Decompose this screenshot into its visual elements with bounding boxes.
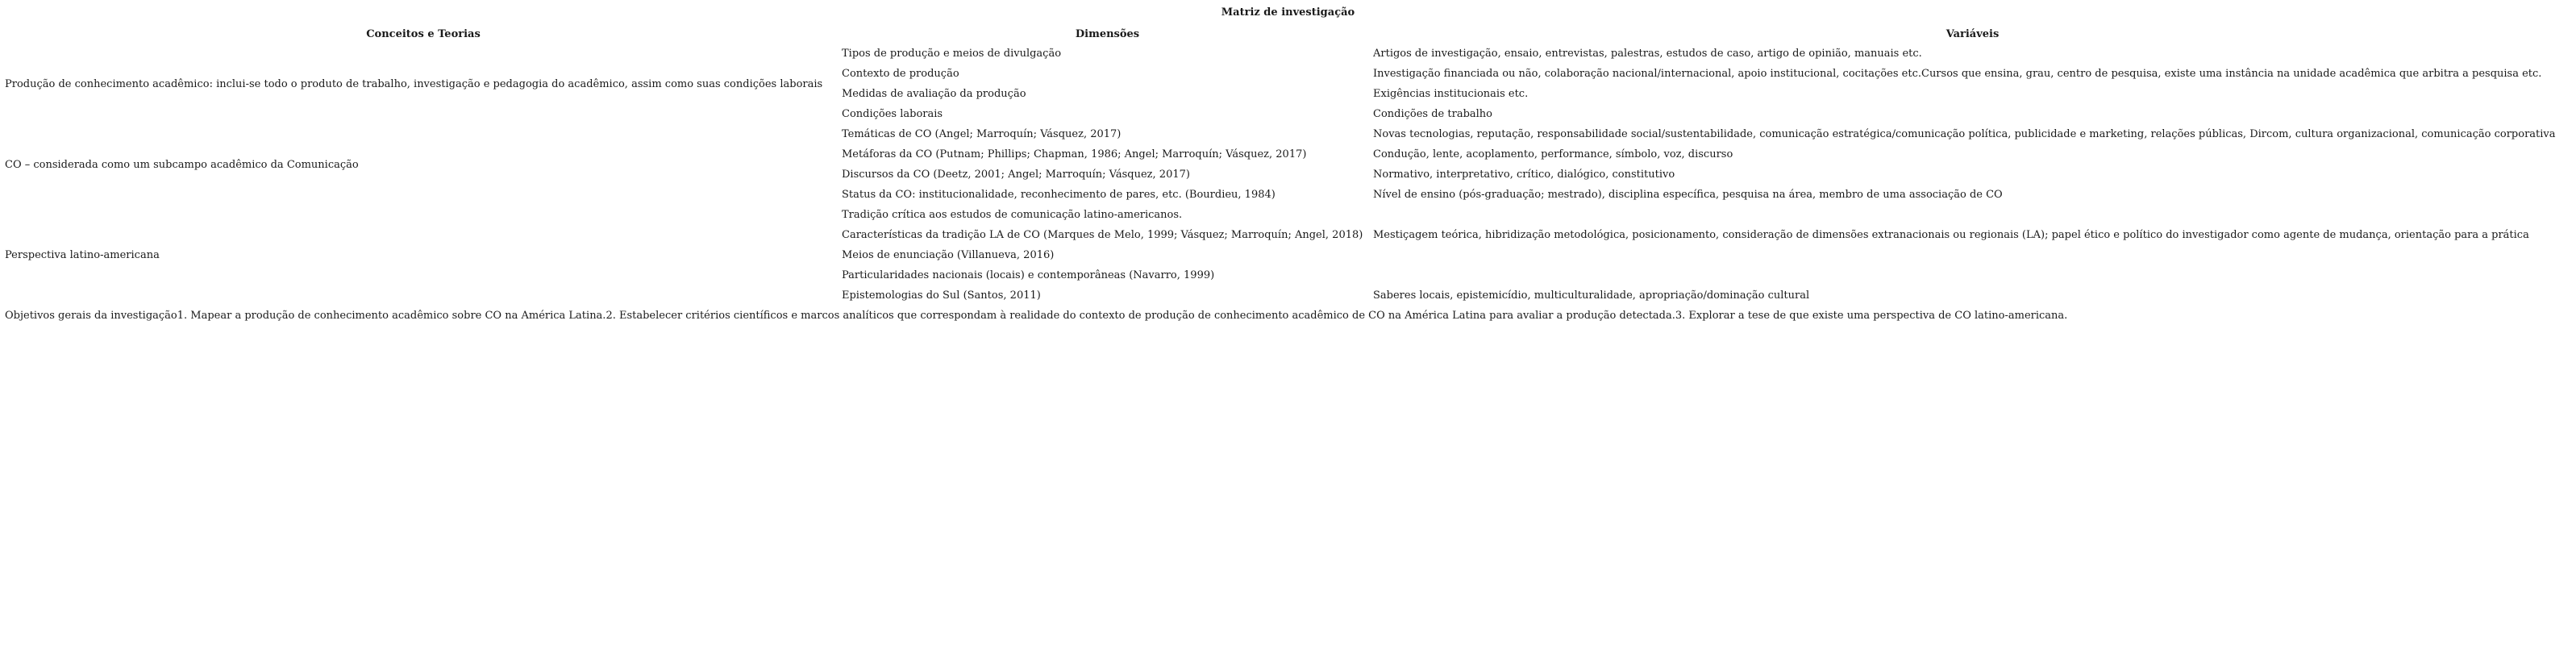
concept-cell: Produção de conhecimento acadêmico: inclui-se todo o produto de trabalho, investigação e pedagogia do acadêmico, assim como suas condições laborais: [5, 77, 823, 90]
dimension-cell: Contexto de produção: [842, 68, 959, 80]
dimension-cell: Discursos da CO (Deetz, 2001; Angel; Marroquín; Vásquez, 2017): [842, 169, 1190, 181]
concept-cell: Perspectiva latino-americana: [5, 249, 160, 261]
table-header-row: [5, 25, 2572, 44]
variable-cell: [1373, 245, 2572, 265]
header-dimensions: Dimensões: [1075, 28, 1140, 40]
dimension-cell: Meios de enunciação (Villanueva, 2016): [842, 249, 1055, 261]
variable-cell: Condições de trabalho: [1373, 108, 1492, 120]
dimension-cell: Epistemologias do Sul (Santos, 2011): [842, 289, 1041, 302]
research-matrix-table: [5, 25, 2572, 326]
variable-cell: Investigação financiada ou não, colaboração nacional/internacional, apoio institucional, cocitações etc.Cursos que ensina, grau, centro de pesquisa, existe uma instância na unidade acadêmica que arbitra a pesquisa etc.: [1373, 68, 2542, 80]
dimension-cell: Medidas de avaliação da produção: [842, 88, 1026, 100]
dimension-cell: Características da tradição LA de CO (Marques de Melo, 1999; Vásquez; Marroquín; Angel, 2018): [842, 229, 1363, 241]
variable-cell: Condução, lente, acoplamento, performance, símbolo, voz, discurso: [1373, 148, 1733, 160]
concept-cell: CO – considerada como um subcampo acadêmico da Comunicação: [5, 158, 359, 171]
variable-cell: [1373, 265, 2572, 285]
dimension-cell: Condições laborais: [842, 108, 943, 120]
dimension-cell: Metáforas da CO (Putnam; Phillips; Chapman, 1986; Angel; Marroquín; Vásquez, 2017): [842, 148, 1307, 160]
variable-cell: Saberes locais, epistemicídio, multiculturalidade, apropriação/dominação cultural: [1373, 289, 1810, 302]
table-row: [5, 44, 2572, 64]
dimension-cell: Status da CO: institucionalidade, reconhecimento de pares, etc. (Bourdieu, 1984): [842, 189, 1276, 201]
document-title: Matriz de investigação: [1221, 6, 1355, 19]
variable-cell: Mestiçagem teórica, hibridização metodológica, posicionamento, consideração de dimensões extranacionais ou regionais (LA); papel ético e político do investigador como agente de mudança, orientação para a prática: [1373, 229, 2529, 241]
variable-cell: Nível de ensino (pós-graduação; mestrado), disciplina específica, pesquisa na área, membro de uma associação de CO: [1373, 189, 2003, 201]
header-concepts: Conceitos e Teorias: [366, 28, 481, 40]
variable-cell: [1373, 205, 2572, 225]
table-row: [5, 124, 2572, 144]
dimension-cell: Tradição crítica aos estudos de comunicação latino-americanos.: [842, 209, 1183, 221]
objectives-text: Objetivos gerais da investigação1. Mapear a produção de conhecimento acadêmico sobre CO na América Latina.2. Estabelecer critérios científicos e marcos analíticos que correspondam à realidade do contexto de produção de conhecimento acadêmico de CO na América Latina para avaliar a produção detectada.3. Explorar a tese de que existe uma perspectiva de CO latino-americana.: [5, 310, 2068, 322]
dimension-cell: Particularidades nacionais (locais) e contemporâneas (Navarro, 1999): [842, 269, 1215, 281]
variable-cell: Novas tecnologias, reputação, responsabilidade social/sustentabilidade, comunicação estratégica/comunicação política, publicidade e marketing, relações públicas, Dircom, cultura organizacional, comunicação corporativa: [1373, 128, 2556, 140]
dimension-cell: Tipos de produção e meios de divulgação: [842, 48, 1062, 60]
header-variables: Variáveis: [1946, 28, 2000, 40]
variable-cell: Exigências institucionais etc.: [1373, 88, 1529, 100]
variable-cell: Artigos de investigação, ensaio, entrevistas, palestras, estudos de caso, artigo de opinião, manuais etc.: [1373, 48, 1922, 60]
variable-cell: Normativo, interpretativo, crítico, dialógico, constitutivo: [1373, 169, 1675, 181]
table-row: [5, 205, 2572, 225]
dimension-cell: Temáticas de CO (Angel; Marroquín; Vásquez, 2017): [842, 128, 1122, 140]
objectives-row: [5, 306, 2572, 326]
